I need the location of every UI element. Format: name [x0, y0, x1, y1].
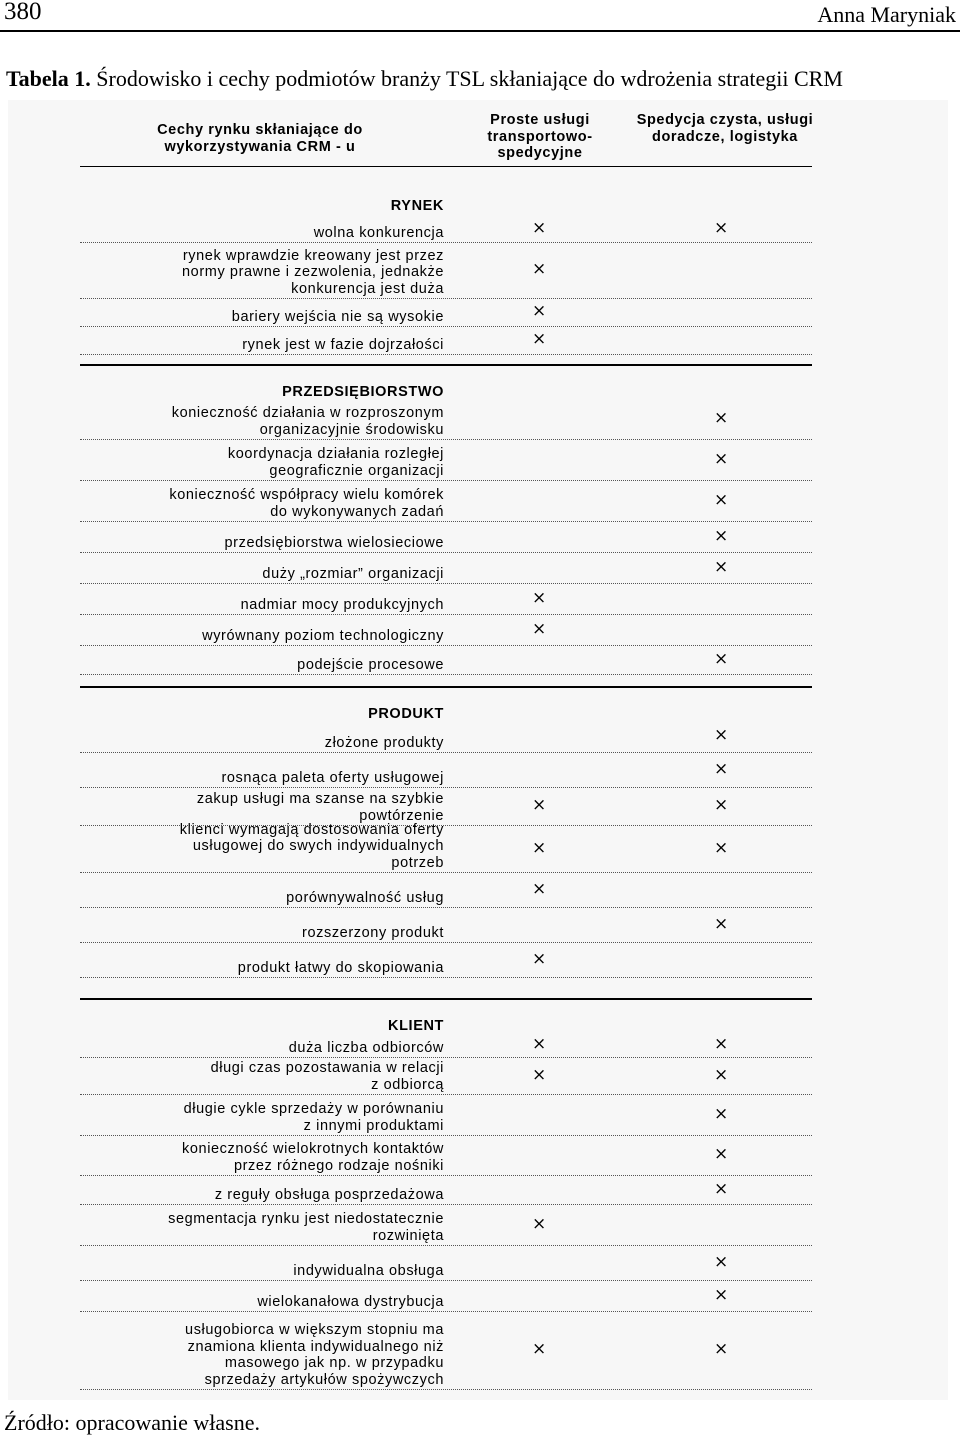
check-mark-icon: × [714, 526, 729, 546]
table-row [80, 1094, 812, 1136]
row-label: segmentacja rynku jest niedostatecznie rozwinięta [168, 1211, 444, 1244]
row-label: konieczność współpracy wielu komórek do wykonywanych zadań [169, 487, 444, 520]
table-row [80, 821, 812, 873]
check-mark-icon: × [532, 619, 547, 639]
row-label: wielokanałowa dystrybucja [257, 1293, 444, 1310]
table-row [80, 1135, 812, 1176]
check-mark-icon: × [532, 1339, 547, 1359]
check-mark-icon: × [714, 649, 729, 669]
column-header-features: Cechy rynku skłaniające do wykorzystywania CRM - u [157, 122, 363, 155]
table-row [80, 942, 812, 978]
check-mark-icon: × [714, 1179, 729, 1199]
table-caption [6, 66, 843, 92]
table-row [80, 907, 812, 943]
table-row [80, 1245, 812, 1281]
check-mark-icon: × [532, 795, 547, 815]
row-label: długie cykle sprzedaży w porównaniu z innymi produktami [183, 1101, 444, 1134]
check-mark-icon: × [532, 301, 547, 321]
row-label: długi czas pozostawania w relacji z odbiorcą [210, 1060, 444, 1093]
row-label: nadmiar mocy produkcyjnych [240, 596, 444, 613]
check-mark-icon: × [532, 329, 547, 349]
table-row [80, 645, 812, 675]
table-row [80, 298, 812, 327]
check-mark-icon: × [714, 490, 729, 510]
table-row [80, 480, 812, 522]
table-row [80, 398, 812, 440]
row-label: produkt łatwy do skopiowania [237, 959, 444, 976]
check-mark-icon: × [532, 1065, 547, 1085]
table-row [80, 752, 812, 788]
page-number: 380 [4, 0, 42, 25]
check-mark-icon: × [532, 838, 547, 858]
check-mark-icon: × [714, 1144, 729, 1164]
check-mark-icon: × [714, 1065, 729, 1085]
section-divider [80, 998, 812, 1000]
table-row [80, 521, 812, 553]
row-label: z reguły obsługa posprzedażowa [214, 1186, 444, 1203]
section-title-rynek: RYNEK [390, 198, 444, 214]
table-row [80, 1311, 812, 1390]
check-mark-icon: × [714, 1252, 729, 1272]
row-label: złożone produkty [324, 734, 444, 751]
section-title-klient: KLIENT [388, 1018, 444, 1034]
table-row [80, 614, 812, 646]
check-mark-icon: × [532, 949, 547, 969]
column-header-logistics: Spedycja czysta, usługi doradcze, logistyka [636, 112, 814, 145]
row-label: rozszerzony produkt [302, 924, 444, 941]
running-head-author: Anna Maryniak [817, 2, 956, 27]
check-mark-icon: × [532, 1034, 547, 1054]
check-mark-icon: × [532, 259, 547, 279]
section-divider [80, 686, 812, 688]
section-title-przedsiębiorstwo: PRZEDSIĘBIORSTWO [282, 384, 444, 400]
row-label: indywidualna obsługa [293, 1262, 444, 1279]
section-title-produkt: PRODUKT [368, 706, 444, 722]
row-label: duża liczba odbiorców [288, 1039, 444, 1056]
row-label: porównywalność usług [286, 889, 444, 906]
check-mark-icon: × [714, 449, 729, 469]
row-label: bariery wejścia nie są wysokie [231, 308, 444, 325]
table-row [80, 583, 812, 615]
row-label: rosnąca paleta oferty usługowej [221, 769, 444, 786]
check-mark-icon: × [714, 725, 729, 745]
table-row [80, 1280, 812, 1312]
check-mark-icon: × [714, 838, 729, 858]
table-row [80, 439, 812, 481]
table-row [80, 216, 812, 243]
check-mark-icon: × [714, 914, 729, 934]
row-label: konieczność wielokrotnych kontaktów przez różnego rodzaje nośniki [182, 1141, 444, 1174]
table-caption-text: Środowisko i cechy podmiotów branży TSL skłaniające do wdrożenia strategii CRM [90, 66, 843, 91]
check-mark-icon: × [532, 1214, 547, 1234]
row-label: duży „rozmiar” organizacji [262, 565, 444, 582]
row-label: rynek wprawdzie kreowany jest przez normy prawne i zezwolenia, jednakże konkurencja jest duża [182, 247, 444, 297]
row-label: podejście procesowe [297, 656, 444, 673]
row-label: przedsiębiorstwa wielosieciowe [224, 534, 444, 551]
row-label: wolna konkurencja [313, 224, 444, 241]
check-mark-icon: × [714, 1339, 729, 1359]
check-mark-icon: × [532, 218, 547, 238]
section-divider [80, 364, 812, 366]
check-mark-icon: × [714, 759, 729, 779]
row-label: koordynacja działania rozległej geograficznie organizacji [227, 446, 444, 479]
table-source-note: Źródło: opracowanie własne. [4, 1410, 260, 1435]
table-row [80, 787, 812, 826]
check-mark-icon: × [714, 1285, 729, 1305]
check-mark-icon: × [532, 879, 547, 899]
table-caption-label: Tabela 1. [6, 66, 91, 91]
page-header [0, 0, 960, 32]
check-mark-icon: × [532, 588, 547, 608]
check-mark-icon: × [714, 218, 729, 238]
table-row [80, 242, 812, 299]
table-row [80, 1032, 812, 1058]
check-mark-icon: × [714, 1104, 729, 1124]
table-row [80, 1175, 812, 1205]
table-row [80, 720, 812, 753]
table-row [80, 326, 812, 355]
check-mark-icon: × [714, 557, 729, 577]
row-label: konieczność działania w rozproszonym organizacyjnie środowisku [171, 405, 444, 438]
table-row [80, 872, 812, 908]
check-mark-icon: × [714, 795, 729, 815]
row-label: zakup usługi ma szanse na szybkie powtórzenie [196, 791, 444, 824]
table-row [80, 1204, 812, 1246]
row-label: wyrównany poziom technologiczny [202, 627, 444, 644]
row-label: usługobiorca w większym stopniu ma znamiona klienta indywidualnego niż masowego jak np. w przypadku sprzedaży artykułów spożywczych [185, 1322, 444, 1388]
row-label: rynek jest w fazie dojrzałości [242, 336, 444, 353]
check-mark-icon: × [714, 1034, 729, 1054]
table-row [80, 1057, 812, 1095]
row-label: klienci wymagają dostosowania oferty usługowej do swych indywidualnych potrzeb [179, 821, 444, 871]
table-column-headers [80, 110, 812, 167]
column-header-simple-services: Proste usługi transportowo-spedycyjne [487, 112, 593, 161]
table-row [80, 552, 812, 584]
check-mark-icon: × [714, 408, 729, 428]
